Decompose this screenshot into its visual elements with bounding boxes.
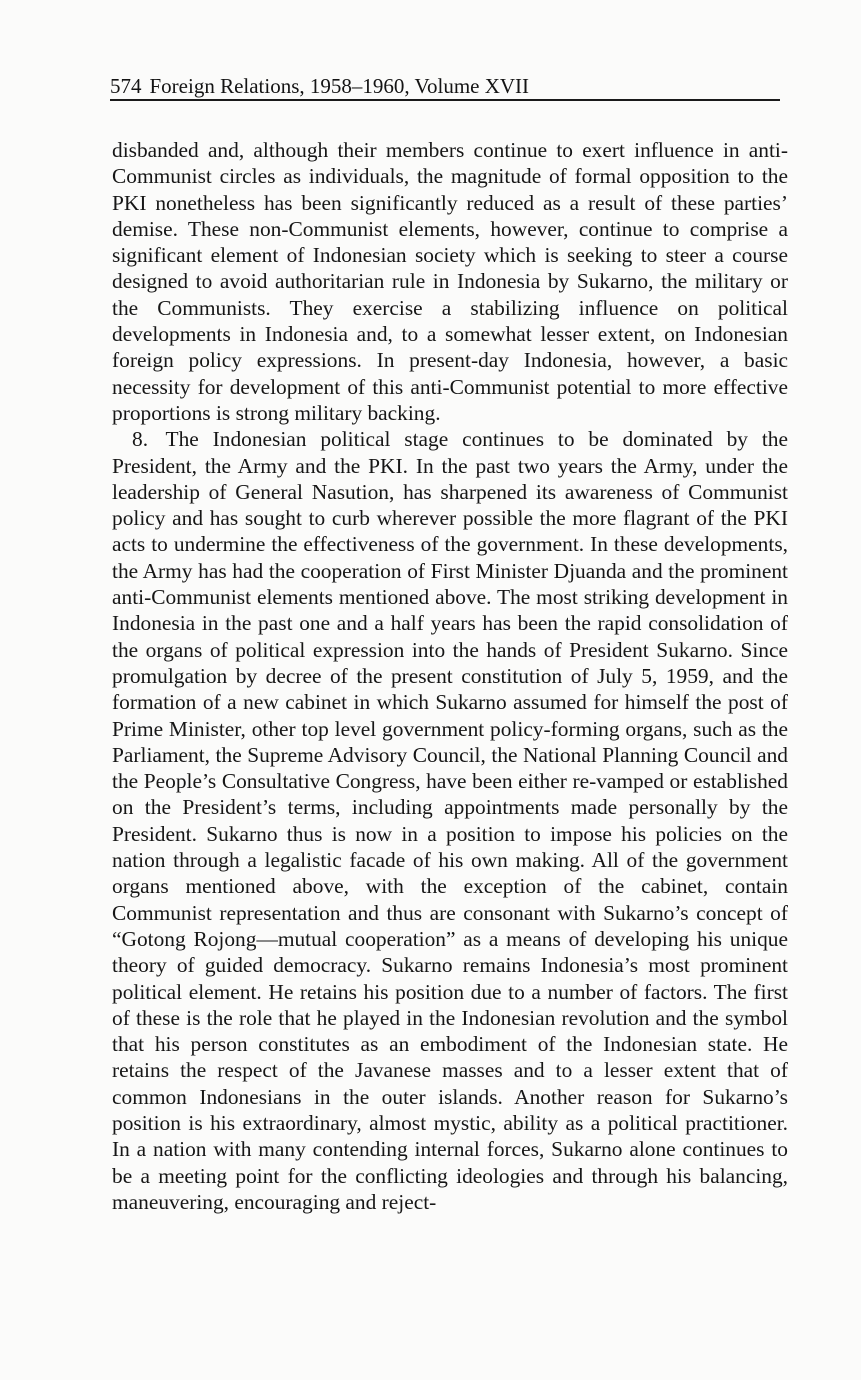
paragraph-text: disbanded and, although their members continue to exert influence in anti-Communist circles as individuals, the magnitude of formal opposition to the PKI nonetheless has been significantly reduced as a result of these parties’ demise. These non-Communist elements, however, continue to comprise a significant element of Indonesian society which is seeking to steer a course designed to avoid authoritarian rule in Indonesia by Sukarno, the military or the Communists. They exercise a stabilizing influence on political developments in Indonesia and, to a somewhat lesser extent, on Indonesian foreign policy expressions. In present-day Indonesia, however, a basic necessity for development of this anti-Communist potential to more effective proportions is strong military backing. <box>112 138 788 425</box>
paragraph-continuation <box>112 137 788 426</box>
paragraph-number: 8. <box>132 427 149 452</box>
page-number: 574 <box>110 74 142 98</box>
paragraph-text: The Indonesian political stage continues to be dominated by the President, the Army and the PKI. In the past two years the Army, under the leadership of General Nasution, has sharpened its awareness of Communist policy and has sought to curb wherever possible the more flagrant of the PKI acts to undermine the effectiveness of the government. In these developments, the Army has had the cooperation of First Minister Djuanda and the prominent anti-Communist elements mentioned above. The most striking development in Indonesia in the past one and a half years has been the rapid consolidation of the organs of political expression into the hands of President Sukarno. Since promulgation by decree of the present constitution of July 5, 1959, and the formation of a new cabinet in which Sukarno assumed for himself the post of Prime Minister, other top level government policy-forming organs, such as the Parliament, the Supreme Advisory Council, the National Planning Council and the People’s Consultative Congress, have been either re-vamped or established on the President’s terms, including appointments made personally by the President. Sukarno thus is now in a position to impose his policies on the nation through a legalistic facade of his own making. All of the government organs mentioned above, with the exception of the cabinet, contain Communist representation and thus are consonant with Sukarno’s concept of “Gotong Rojong—mutual cooperation” as a means of developing his unique theory of guided democracy. Sukarno remains Indonesia’s most prominent political element. He retains his position due to a number of factors. The first of these is the role that he played in the Indonesian revolution and the symbol that his person constitutes as an embodiment of the Indonesian state. He retains the respect of the Javanese masses and to a lesser extent that of common Indonesians in the outer islands. Another reason for Sukarno’s position is his extraordinary, almost mystic, ability as a political practitioner. In a nation with many contending internal forces, Sukarno alone continues to be a meeting point for the conflicting ideologies and through his balancing, maneuvering, encouraging and reject- <box>112 427 788 1214</box>
running-header <box>110 74 780 102</box>
header-rule <box>110 99 780 101</box>
body-text <box>112 137 788 1215</box>
running-title: Foreign Relations, 1958–1960, Volume XVII <box>149 74 530 98</box>
paragraph-8 <box>112 426 788 1215</box>
